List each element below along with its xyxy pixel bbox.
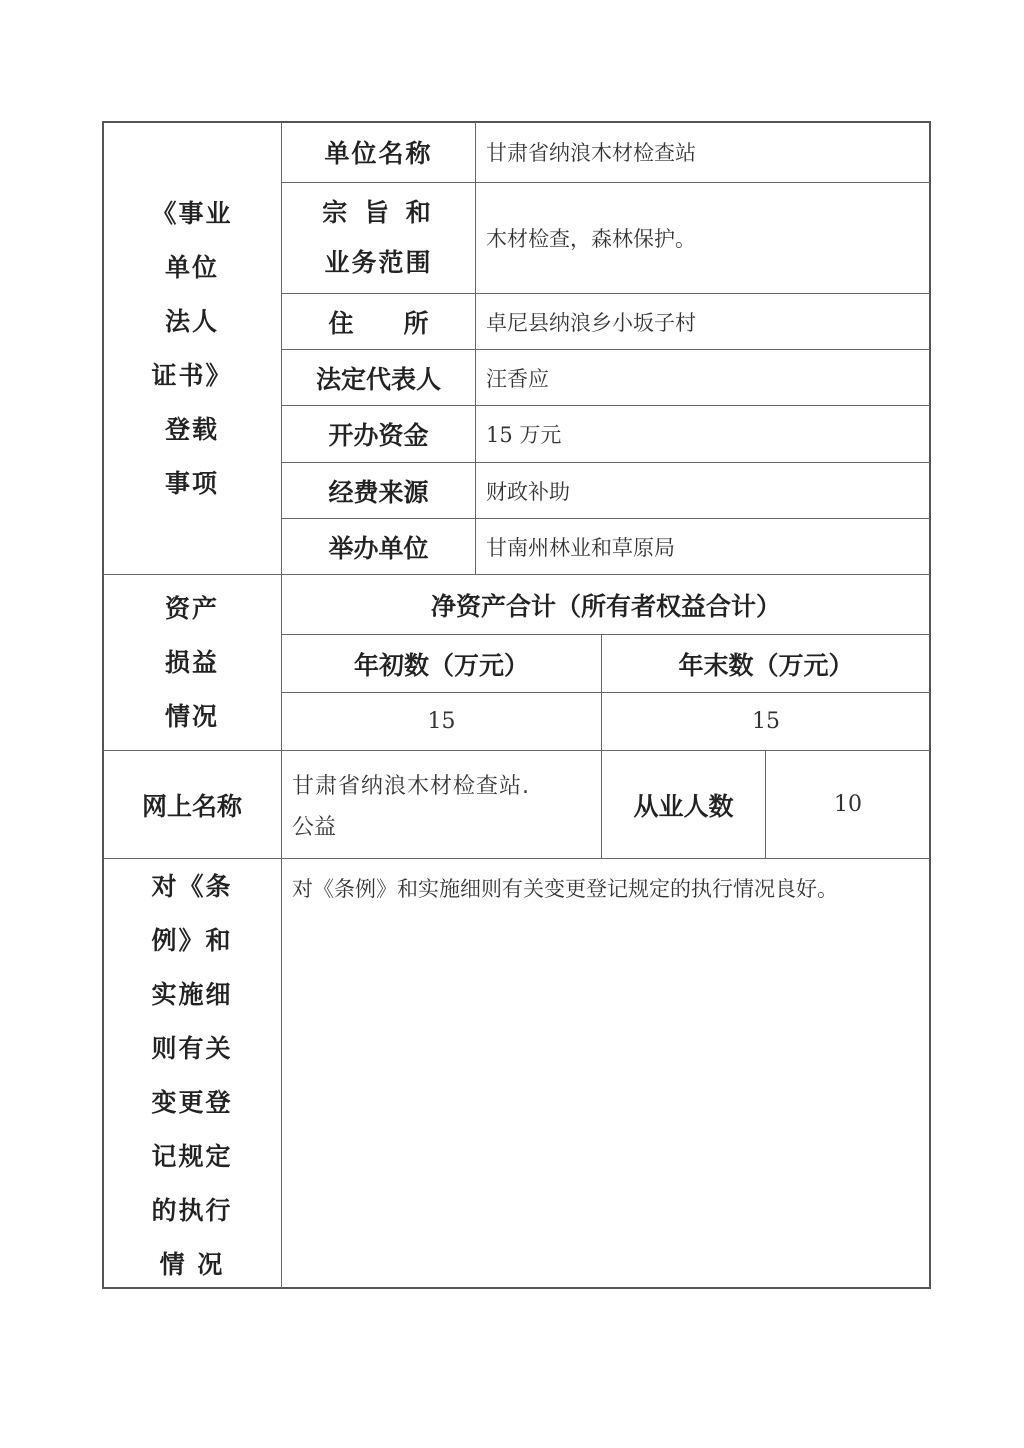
staff-count-label: 从业人数 xyxy=(633,791,734,821)
label-line: 登载 xyxy=(164,415,219,444)
regulation-label xyxy=(103,860,281,1287)
label-line: 例》和 xyxy=(151,926,233,955)
certificate-items-label xyxy=(103,184,281,514)
online-name-value xyxy=(282,751,601,858)
assets-label xyxy=(103,575,281,750)
label-line: 情况 xyxy=(164,701,219,731)
funding-source-value: 财政补助 xyxy=(486,479,570,504)
label-line: 实施细 xyxy=(151,980,233,1009)
legal-representative-value: 汪香应 xyxy=(486,366,549,391)
legal-representative-label: 法定代表人 xyxy=(315,364,441,394)
label-line: 《事业 xyxy=(151,199,233,228)
grid-line xyxy=(103,858,930,859)
purpose-scope-label xyxy=(282,183,475,293)
label-line: 事项 xyxy=(164,469,219,498)
online-name-label: 网上名称 xyxy=(141,791,242,821)
unit-name-value: 甘肃省纳浪木材检查站 xyxy=(486,141,696,165)
label-line: 则有关 xyxy=(151,1034,233,1063)
label-line: 记规定 xyxy=(151,1142,233,1171)
purpose-scope-value: 木材检查，森林保护。 xyxy=(486,227,696,251)
label-line: 单位 xyxy=(164,253,219,282)
sponsor-unit-label: 举办单位 xyxy=(328,533,429,563)
net-assets-header: 净资产合计（所有者权益合计） xyxy=(430,591,781,621)
label-line: 业务范围 xyxy=(324,248,433,277)
online-name-line: 公益 xyxy=(292,815,337,840)
start-capital-label: 开办资金 xyxy=(328,421,429,450)
label-line: 证书》 xyxy=(151,361,233,390)
label-line: 对《条 xyxy=(151,872,233,901)
end-year-value: 15 xyxy=(752,709,780,734)
staff-count-value: 10 xyxy=(834,792,862,817)
label-line: 宗 旨 和 xyxy=(322,198,435,227)
label-line: 情 况 xyxy=(159,1250,225,1279)
label-line: 变更登 xyxy=(151,1088,233,1117)
begin-year-header: 年初数（万元） xyxy=(353,650,529,680)
funding-source-label: 经费来源 xyxy=(328,477,429,507)
online-name-line: 甘肃省纳浪木材检查站. xyxy=(292,774,530,799)
label-line: 损益 xyxy=(164,647,219,677)
address-label: 住 所 xyxy=(328,308,429,338)
label-line: 法人 xyxy=(164,307,219,336)
start-capital-value: 15 万元 xyxy=(486,423,562,447)
begin-year-value: 15 xyxy=(427,709,456,734)
label-line: 资产 xyxy=(164,593,219,623)
unit-name-label: 单位名称 xyxy=(324,139,433,168)
label-line: 的执行 xyxy=(151,1196,233,1225)
sponsor-unit-value: 甘南州林业和草原局 xyxy=(486,535,675,560)
address-value: 卓尼县纳浪乡小坂子村 xyxy=(486,310,696,335)
end-year-header: 年末数（万元） xyxy=(678,650,854,680)
regulation-value: 对《条例》和实施细则有关变更登记规定的执行情况良好。 xyxy=(292,877,838,901)
